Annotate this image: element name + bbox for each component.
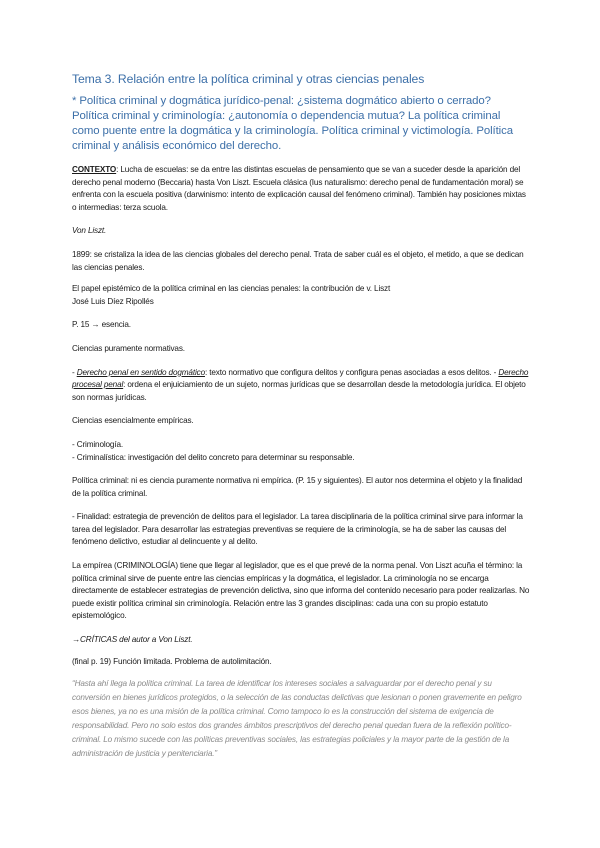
derecho-penal-dogmatico-term: Derecho penal en sentido dogmático (76, 367, 205, 377)
dps-prefix: - (72, 367, 77, 377)
dpp-text: : ordena el enjuiciamiento de un sujeto, normas jurídicas que se desarrollan desde la metodología jurídica. El objeto son normas jurídicas. (72, 380, 526, 402)
criminologia-item: - Criminología. (72, 439, 123, 449)
von-liszt-heading: Von Liszt. (72, 226, 107, 236)
politica-criminal-paragraph: Política criminal: ni es ciencia puramente normativa ni empírica. (P. 15 y siguientes). El autor nos determina el objeto y la finalidad de la política criminal. (72, 476, 523, 498)
final-p19-line: (final p. 19) Función limitada. Problema de autolimitación. (72, 656, 272, 666)
contexto-text: : Lucha de escuelas: se da entre las distintas escuelas de pensamiento que se van a suceder desde la aparición del derecho penal moderno (Beccaria) hasta Von Liszt. Escuela clásica (Ius naturalismo: derecho penal de fundamentación moral) se enfrenta con la escuela positiva (darwinismo: intento de explicación causal del fenómeno criminal). También hay posiciones mixtas o intermedias: terza scuola. (72, 165, 526, 212)
page-15-note: P. 15 → esencia. (72, 320, 131, 330)
doc-subtitle: * Política criminal y dogmática jurídico-penal: ¿sistema dogmático abierto o cerrado? Política criminal y criminología: ¿autonomía o dependencia mutua? La política criminal como puente entre la dogmática y la criminología. Política criminal y victimología. Política criminal y análisis económico del derecho. (72, 95, 513, 152)
derecho-procesal-penal-term: Derecho procesal penal (72, 367, 529, 390)
contexto-label: CONTEXTO (72, 165, 117, 174)
empiria-paragraph: La empírea (CRIMINOLOGÍA) tiene que llegar al legislador, que es el que prevé de la norma penal. Von Liszt acuña el término: la política criminal sirve de puente entre las ciencias empíricas y la dogmática, el legislador. La criminología no se encarga directamente de establecer estrategias de prevención delictiva, sino que informa del contenido necesario para poder realizarlas. No puede existir política criminal sin criminología. Relación entre las 3 grandes disciplinas: cada una con su propio estatuto epistemológico. (72, 561, 530, 621)
normativas-heading: Ciencias puramente normativas. (72, 343, 185, 353)
criticas-heading: →CRÍTICAS del autor a Von Liszt. (72, 635, 193, 645)
doc-title: Tema 3. Relación entre la política criminal y otras ciencias penales (72, 72, 425, 86)
dps-text: : texto normativo que configura delitos y configura penas asociadas a esos delitos. - (204, 367, 499, 377)
contexto-paragraph (72, 164, 530, 214)
reference-title: El papel epistémico de la política criminal en las ciencias penales: la contribución de v. Liszt (72, 284, 391, 294)
empiricas-heading: Ciencias esencialmente empíricas. (72, 416, 194, 426)
paragraph-1899: 1899: se cristaliza la idea de las ciencias globales del derecho penal. Trata de saber cuál es el objeto, el metido, a que se dedican las ciencias penales. (72, 249, 524, 272)
quote-block: “Hasta ahí llega la política criminal. La tarea de identificar los intereses sociales a salvaguardar por el derecho penal y su conversión en bienes jurídicos protegidos, o la selección de las conductas delictivas que lesionan o ponen gravemente en peligro esos bienes, ya no es una misión de la política criminal. Como tampoco lo es la construcción del sistema de exigencia de responsabilidad. Pero no solo estos dos grandes ámbitos prescriptivos del derecho penal quedan fuera de la reflexión político- criminal. Lo mismo sucede con las políticas preventivas sociales, las estrategias policiales y la mayor parte de la gestión de la administración de justicia y penitenciaria.” (72, 679, 522, 759)
finalidad-paragraph: - Finalidad: estrategia de prevención de delitos para el legislador. La tarea disciplinaria de la política criminal sirve para informar la tarea del legislador. Para desarrollar las estrategias preventivas se requiere de la criminología, se ha de saber las causas del fenómeno delictivo, estudiar al delincuente y al delito. (72, 512, 523, 547)
criminalistica-item: - Criminalística: investigación del delito concreto para determinar su responsable. (72, 452, 355, 462)
reference-author: José Luis Díez Ripollés (72, 296, 154, 306)
normativas-paragraph (72, 367, 530, 405)
